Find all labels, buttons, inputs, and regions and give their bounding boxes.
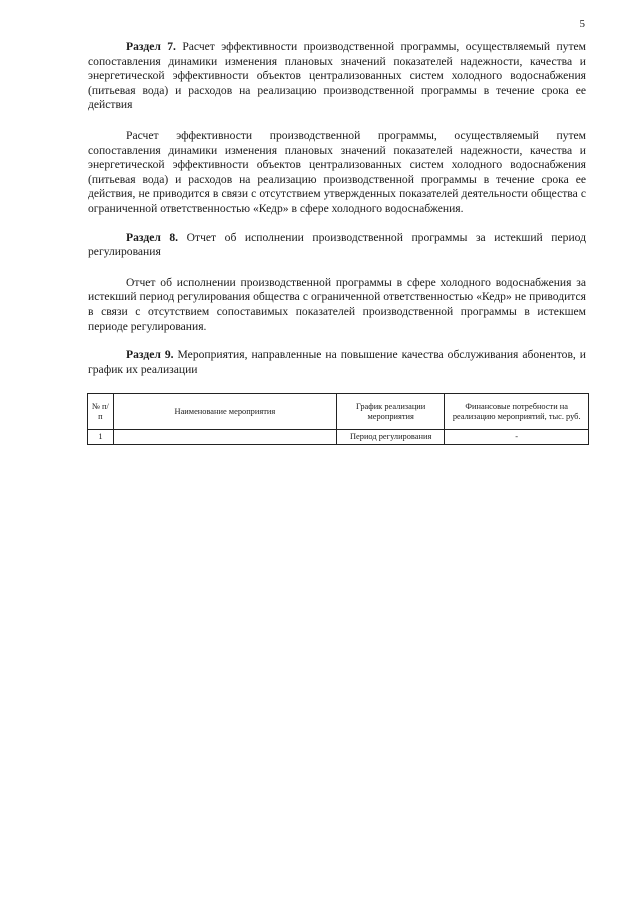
header-finance: Финансовые потребности на реализацию мероприятий, тыс. руб. <box>445 394 589 430</box>
row-schedule: Период регулирования <box>336 430 444 445</box>
header-schedule: График реализации мероприятия <box>336 394 444 430</box>
section-8-label: Раздел 8. <box>126 230 179 244</box>
section-7-title: Расчет эффективности производственной программы, осуществляемый путем сопоставления динамики изменения плановых значений показателей надежности, качества и энергетической эффективности объектов централизованных систем холодного водоснабжения (питьевая вода) и расходов на реализацию производственной программы в течение срока ее действия <box>88 40 586 112</box>
table-header-row <box>88 394 589 430</box>
section-8-text: Отчет об исполнении производственной программы в сфере холодного водоснабжения за истекший период регулирования общества с ограниченной ответственностью «Кедр» не приводится в связи с отсутствием сопоставимых показателей производственной программы в истекшем периоде регулирования. <box>88 275 586 333</box>
page-number: 5 <box>579 18 585 30</box>
section-7-text: Расчет эффективности производственной программы, осуществляемый путем сопоставления динамики изменения плановых значений показателей надежности, качества и энергетической эффективности объектов централизованных систем холодного водоснабжения (питьевая вода) и расходов на реализацию производственной программы в течение срока ее действия, не приводится в связи с отсутствием утвержденных показателей деятельности общества с ограниченной ответственностью «Кедр» в сфере холодного водоснабжения. <box>88 128 586 215</box>
row-name <box>113 430 336 445</box>
section-7-label: Раздел 7. <box>126 40 176 53</box>
header-name: Наименование мероприятия <box>113 394 336 430</box>
events-table <box>87 393 589 445</box>
section-8-heading <box>88 231 586 260</box>
row-num: 1 <box>88 430 114 445</box>
section-9-heading <box>88 348 586 377</box>
table-row <box>88 430 589 445</box>
document-body <box>88 40 586 445</box>
section-9-label: Раздел 9. <box>126 348 174 362</box>
section-9-title: Мероприятия, направленные на повышение качества обслуживания абонентов, и график их реализации <box>88 348 587 376</box>
header-num: № п/п <box>88 394 114 430</box>
section-7-heading <box>88 40 586 113</box>
row-finance: - <box>445 430 589 445</box>
section-8-title: Отчет об исполнении производственной программы за истекший период регулирования <box>88 230 587 259</box>
